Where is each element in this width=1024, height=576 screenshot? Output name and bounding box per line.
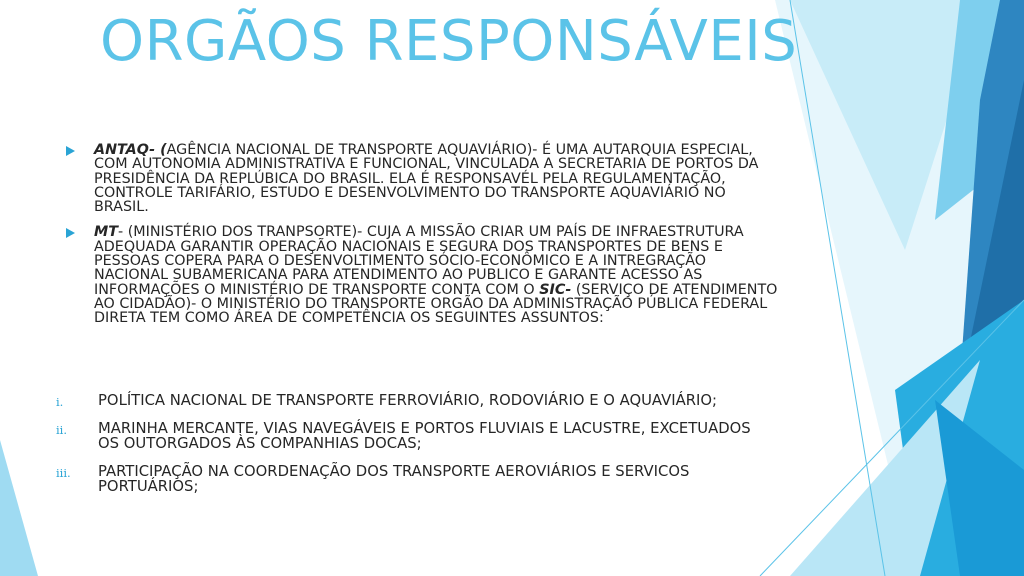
paragraph-mt [64, 225, 784, 325]
list-item-text: PARTICIPAÇÃO NA COORDENAÇÃO DOS TRANSPORTE AEROVIÁRIOS E SERVICOS PORTUÁRIOS; [98, 463, 690, 495]
mt-text-part-2: (SERVIÇO DE ATENDIMENTO AO CIDADÃO)- O MINISTÉRIO DO TRANSPORTE ORGÃO DA ADMINISTRAÇÃO PÚBLICA FEDERAL DIRETA TEM COMO ÁREA DE COMPETÊNCIA OS SEGUINTES ASSUNTOS: [94, 281, 778, 327]
antaq-text: AGÊNCIA NACIONAL DE TRANSPORTE AQUAVIÁRIO)- É UMA AUTARQUIA ESPECIAL, COM AUTONOMIA ADMINISTRATIVA E FUNCIONAL, VINCULADA A SECRETARIA DE PORTOS DA PRESIDÊNCIA DA REPLÚBICA DO BRASIL. ELA É RESPONSAVÉL PELA REGULAMENTAÇÃO, CONTROLE TARIFÁRIO, ESTUDO E DESENVOLVIMENTO DO TRANSPORTE AQUAVIÁRIO NO BRASIL. [94, 142, 759, 216]
slide-title: ORGÃOS RESPONSÁVEIS [100, 9, 798, 74]
triangle-bullet-icon [66, 146, 75, 156]
numbered-list [56, 393, 776, 507]
list-item [56, 421, 776, 451]
antaq-label: ANTAQ- ( [94, 142, 167, 158]
list-item-number: iii. [56, 466, 71, 480]
content-block [64, 143, 784, 337]
list-item-number: ii. [56, 423, 68, 437]
sic-label: SIC- [539, 281, 572, 298]
list-item-number: i. [56, 395, 64, 409]
list-item [56, 393, 776, 408]
mt-label: MT [94, 224, 118, 241]
mt-text-part-1: - (MINISTÉRIO DOS TRANPSORTE)- CUJA A MISSÃO CRIAR UM PAÍS DE INFRAESTRUTURA ADEQUADA GARANTIR OPERAÇÃO NACIONAIS E SEGURA DOS TRANSPORTES DE BENS E PESSOAS COPERA PARA O DESENVOLTIMENTO SÓCIO-ECONÔMICO E A INTREGRAÇÃO NACIONAL SUBAMERICANA PARA ATENDIMENTO AO PUBLICO E GARANTE ACESSO AS INFORMAÇÕES O MINISTÉRIO DE TRANSPORTE CONTA COM O [94, 224, 744, 298]
triangle-bullet-icon [66, 228, 75, 238]
list-item-text: POLÍTICA NACIONAL DE TRANSPORTE FERROVIÁRIO, RODOVIÁRIO E O AQUAVIÁRIO; [98, 392, 717, 409]
list-item [56, 464, 776, 494]
list-item-text: MARINHA MERCANTE, VIAS NAVEGÁVEIS E PORTOS FLUVIAIS E LACUSTRE, EXCETUADOS OS OUTORGADOS ÀS COMPANHIAS DOCAS; [98, 420, 751, 452]
paragraph-antaq [64, 143, 784, 214]
left-corner-shape [0, 440, 38, 576]
